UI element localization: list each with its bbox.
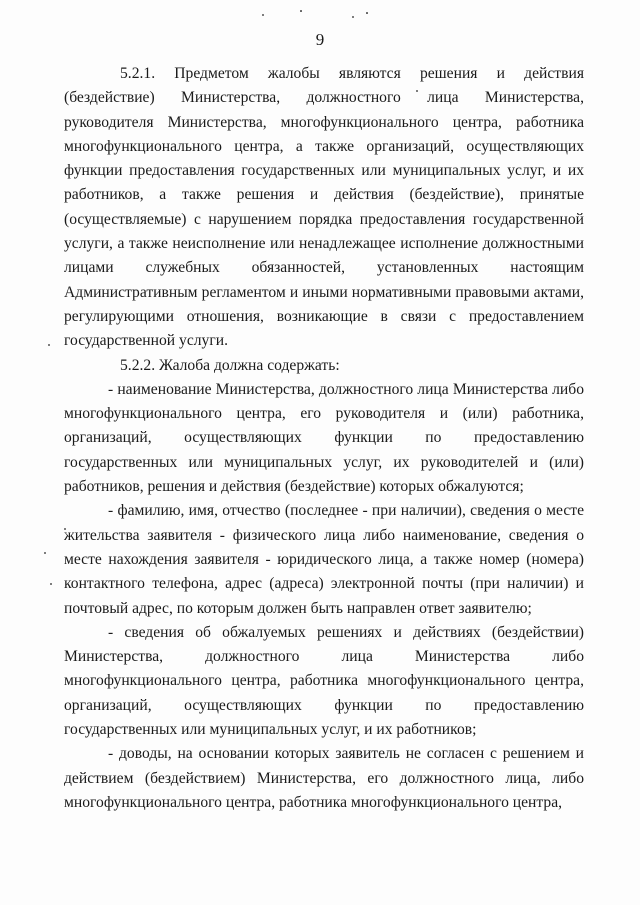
list-item-name: - наименование Министерства, должностного лица Министерства либо многофункционального центра, его руководителя и (или) работника, организаций, осуществляющих функции по предоставлению государственных или муниципальных услуг, их руководителей и (или) работников, решения и действия (бездействие) которых обжалуются; <box>64 380 584 496</box>
scan-speck <box>366 12 368 14</box>
list-item-applicant-info: - фамилию, имя, отчество (последнее - при наличии), сведения о месте жительства заявителя - физического лица либо наименование, сведения о месте нахождения заявителя - юридического лица, а также номер (номера) контактного телефона, адрес (адреса) электронной почты (при наличии) и почтовый адрес, по которым должен быть направлен ответ заявителю; <box>64 502 584 617</box>
scan-speck <box>44 552 46 554</box>
paragraph-5-2-2: 5.2.2. Жалоба должна содержать: <box>120 356 340 374</box>
scan-speck <box>352 16 354 18</box>
scan-speck <box>48 344 50 346</box>
scan-speck <box>50 583 52 585</box>
scan-speck <box>300 10 302 12</box>
page-number: 9 <box>315 30 325 49</box>
document-body <box>64 62 584 815</box>
scan-speck <box>262 14 264 16</box>
list-item-appealed-decisions: - сведения об обжалуемых решениях и действиях (бездействии) Министерства, должностного лица Министерства либо многофункционального центра, работника многофункционального центра, организаций, осуществляющих функции по предоставлению государственных или муниципальных услуг, и их работников; <box>64 623 584 739</box>
paragraph-5-2-1: 5.2.1. Предметом жалобы являются решения и действия (бездействие) Министерства, должностного лица Министерства, руководителя Министерства, многофункционального центра, работника многофункционального центра, а также организаций, осуществляющих функции предоставления государственных или муниципальных услуг, и их работников, а также решения и действия (бездействие), принятые (осуществляемые) с нарушением порядка предоставления государственной услуги, а также неисполнение или ненадлежащее исполнение должностными лицами служебных обязанностей, установленных настоящим Административным регламентом и иными нормативными правовыми актами, регулирующими отношения, возникающие в связи с предоставлением государственной услуги. <box>64 65 584 350</box>
list-item-arguments: - доводы, на основании которых заявитель не согласен с решением и действием (бездействием) Министерства, его должностного лица, либо многофункционального центра, работника многофункционального центра, <box>64 745 584 811</box>
